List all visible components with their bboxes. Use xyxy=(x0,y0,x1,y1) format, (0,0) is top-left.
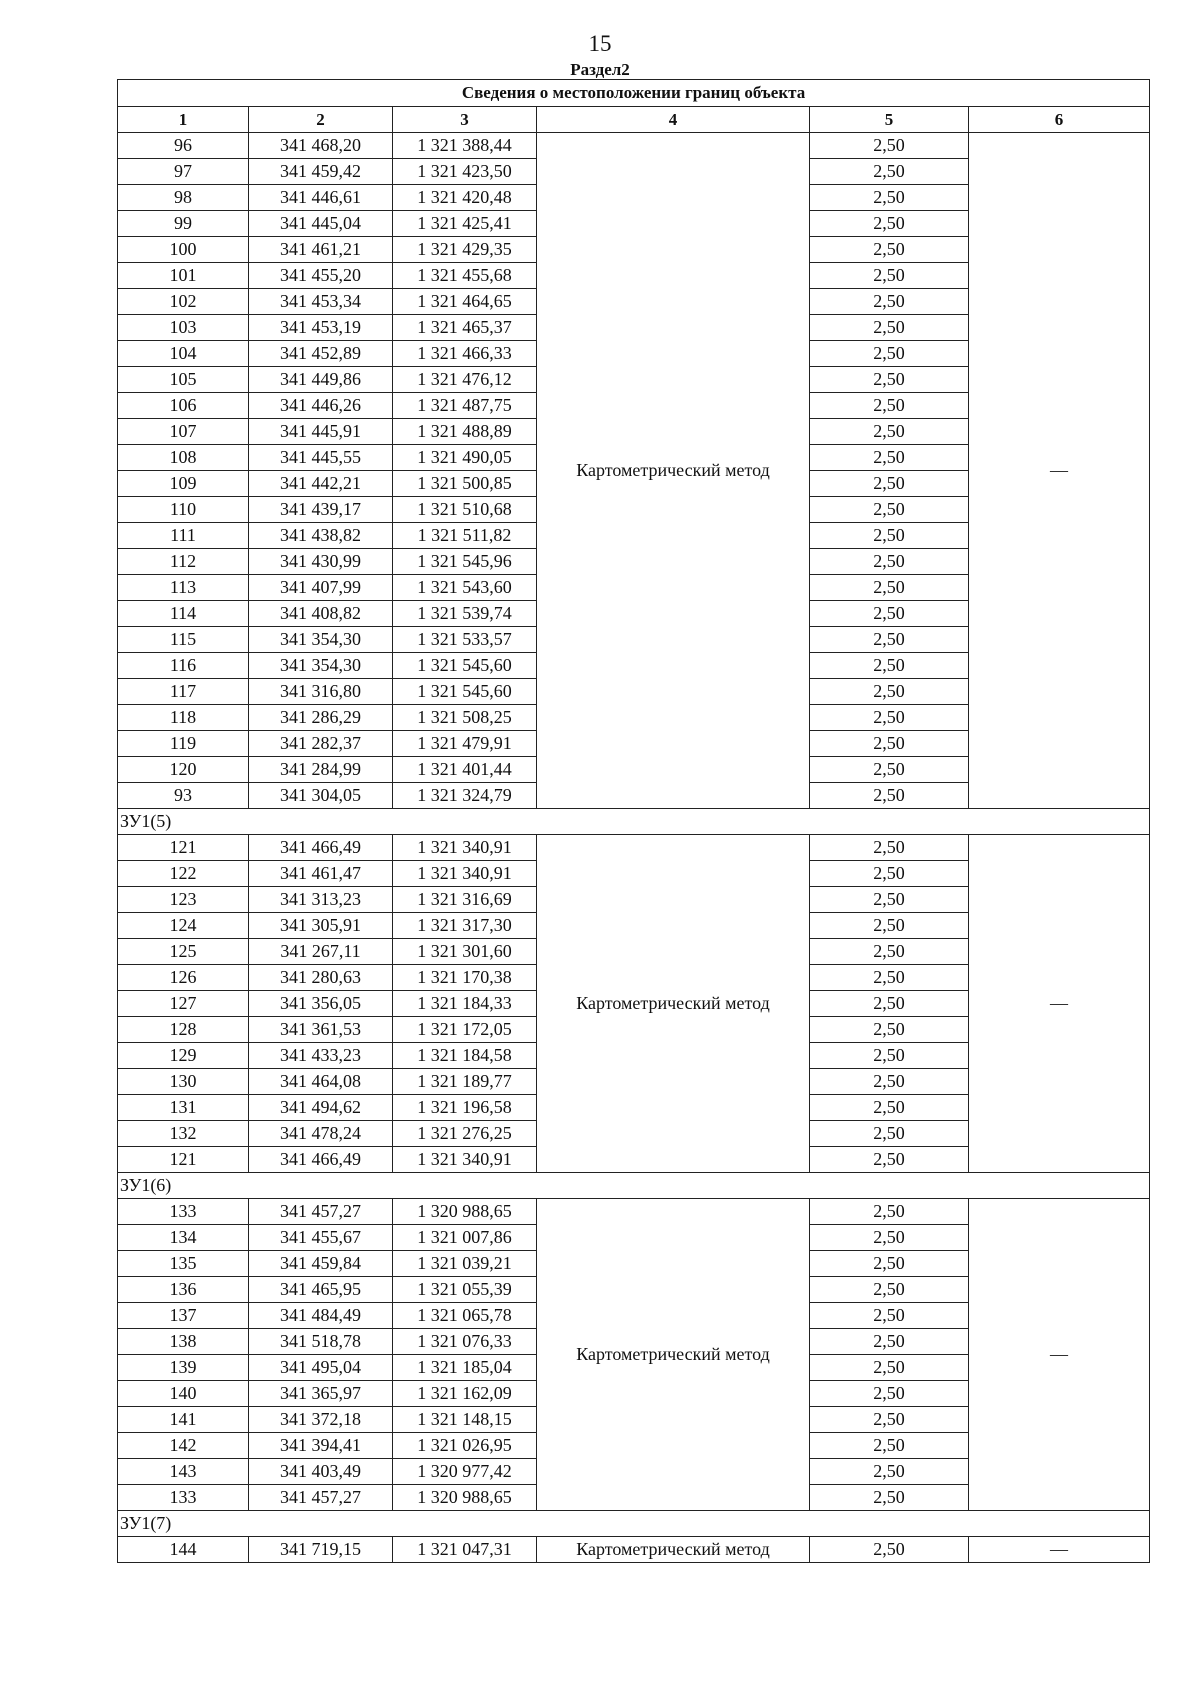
table-row xyxy=(118,1537,1150,1563)
x-coordinate-cell: 341 372,18 xyxy=(249,1407,393,1433)
group-label: ЗУ1(5) xyxy=(118,809,1150,835)
point-number-cell: 136 xyxy=(118,1277,249,1303)
y-coordinate-cell: 1 321 539,74 xyxy=(393,601,537,627)
point-number-cell: 127 xyxy=(118,991,249,1017)
y-coordinate-cell: 1 321 545,96 xyxy=(393,549,537,575)
y-coordinate-cell: 1 321 464,65 xyxy=(393,289,537,315)
point-number-cell: 134 xyxy=(118,1225,249,1251)
point-number-cell: 100 xyxy=(118,237,249,263)
y-coordinate-cell: 1 321 340,91 xyxy=(393,1147,537,1173)
y-coordinate-cell: 1 321 172,05 xyxy=(393,1017,537,1043)
precision-cell: 2,50 xyxy=(810,939,969,965)
point-number-cell: 117 xyxy=(118,679,249,705)
y-coordinate-cell: 1 321 533,57 xyxy=(393,627,537,653)
precision-cell: 2,50 xyxy=(810,757,969,783)
x-coordinate-cell: 341 466,49 xyxy=(249,835,393,861)
point-number-cell: 93 xyxy=(118,783,249,809)
precision-cell: 2,50 xyxy=(810,1355,969,1381)
precision-cell: 2,50 xyxy=(810,887,969,913)
precision-cell: 2,50 xyxy=(810,237,969,263)
y-coordinate-cell: 1 321 148,15 xyxy=(393,1407,537,1433)
point-number-cell: 140 xyxy=(118,1381,249,1407)
y-coordinate-cell: 1 321 500,85 xyxy=(393,471,537,497)
precision-cell: 2,50 xyxy=(810,1433,969,1459)
point-number-cell: 137 xyxy=(118,1303,249,1329)
precision-cell: 2,50 xyxy=(810,679,969,705)
table-caption: Сведения о местоположении границ объекта xyxy=(118,80,1150,107)
point-number-cell: 110 xyxy=(118,497,249,523)
y-coordinate-cell: 1 321 026,95 xyxy=(393,1433,537,1459)
point-number-cell: 128 xyxy=(118,1017,249,1043)
point-number-cell: 98 xyxy=(118,185,249,211)
precision-cell: 2,50 xyxy=(810,913,969,939)
x-coordinate-cell: 341 305,91 xyxy=(249,913,393,939)
x-coordinate-cell: 341 267,11 xyxy=(249,939,393,965)
point-number-cell: 141 xyxy=(118,1407,249,1433)
x-coordinate-cell: 341 403,49 xyxy=(249,1459,393,1485)
precision-cell: 2,50 xyxy=(810,1199,969,1225)
point-number-cell: 122 xyxy=(118,861,249,887)
x-coordinate-cell: 341 438,82 xyxy=(249,523,393,549)
precision-cell: 2,50 xyxy=(810,523,969,549)
precision-cell: 2,50 xyxy=(810,367,969,393)
precision-cell: 2,50 xyxy=(810,1095,969,1121)
page-number: 15 xyxy=(588,31,612,56)
precision-cell: 2,50 xyxy=(810,1017,969,1043)
x-coordinate-cell: 341 284,99 xyxy=(249,757,393,783)
precision-cell: 2,50 xyxy=(810,1303,969,1329)
precision-cell: 2,50 xyxy=(810,705,969,731)
x-coordinate-cell: 341 445,91 xyxy=(249,419,393,445)
x-coordinate-cell: 341 459,42 xyxy=(249,159,393,185)
table-body xyxy=(118,133,1150,1563)
group-label-row xyxy=(118,1511,1150,1537)
point-number-cell: 115 xyxy=(118,627,249,653)
y-coordinate-cell: 1 321 162,09 xyxy=(393,1381,537,1407)
description-cell: — xyxy=(969,133,1150,809)
x-coordinate-cell: 341 719,15 xyxy=(249,1537,393,1563)
precision-cell: 2,50 xyxy=(810,419,969,445)
precision-cell: 2,50 xyxy=(810,783,969,809)
point-number-cell: 109 xyxy=(118,471,249,497)
x-coordinate-cell: 341 442,21 xyxy=(249,471,393,497)
y-coordinate-cell: 1 321 076,33 xyxy=(393,1329,537,1355)
y-coordinate-cell: 1 321 490,05 xyxy=(393,445,537,471)
group-label-row xyxy=(118,809,1150,835)
y-coordinate-cell: 1 321 055,39 xyxy=(393,1277,537,1303)
y-coordinate-cell: 1 321 184,58 xyxy=(393,1043,537,1069)
precision-cell: 2,50 xyxy=(810,835,969,861)
precision-cell: 2,50 xyxy=(810,393,969,419)
y-coordinate-cell: 1 321 316,69 xyxy=(393,887,537,913)
column-header-2: 2 xyxy=(249,107,393,133)
group-label: ЗУ1(7) xyxy=(118,1511,1150,1537)
description-cell: — xyxy=(969,1537,1150,1563)
x-coordinate-cell: 341 494,62 xyxy=(249,1095,393,1121)
precision-cell: 2,50 xyxy=(810,315,969,341)
y-coordinate-cell: 1 321 065,78 xyxy=(393,1303,537,1329)
y-coordinate-cell: 1 321 479,91 xyxy=(393,731,537,757)
y-coordinate-cell: 1 321 007,86 xyxy=(393,1225,537,1251)
point-number-cell: 120 xyxy=(118,757,249,783)
method-cell: Картометрический метод xyxy=(537,133,810,809)
point-number-cell: 130 xyxy=(118,1069,249,1095)
precision-cell: 2,50 xyxy=(810,1147,969,1173)
point-number-cell: 105 xyxy=(118,367,249,393)
point-number-cell: 138 xyxy=(118,1329,249,1355)
y-coordinate-cell: 1 320 988,65 xyxy=(393,1485,537,1511)
precision-cell: 2,50 xyxy=(810,289,969,315)
x-coordinate-cell: 341 365,97 xyxy=(249,1381,393,1407)
point-number-cell: 119 xyxy=(118,731,249,757)
x-coordinate-cell: 341 316,80 xyxy=(249,679,393,705)
point-number-cell: 97 xyxy=(118,159,249,185)
precision-cell: 2,50 xyxy=(810,965,969,991)
precision-cell: 2,50 xyxy=(810,1043,969,1069)
x-coordinate-cell: 341 455,20 xyxy=(249,263,393,289)
y-coordinate-cell: 1 321 276,25 xyxy=(393,1121,537,1147)
x-coordinate-cell: 341 455,67 xyxy=(249,1225,393,1251)
point-number-cell: 125 xyxy=(118,939,249,965)
y-coordinate-cell: 1 321 487,75 xyxy=(393,393,537,419)
y-coordinate-cell: 1 321 476,12 xyxy=(393,367,537,393)
y-coordinate-cell: 1 321 420,48 xyxy=(393,185,537,211)
precision-cell: 2,50 xyxy=(810,1537,969,1563)
x-coordinate-cell: 341 459,84 xyxy=(249,1251,393,1277)
point-number-cell: 121 xyxy=(118,1147,249,1173)
precision-cell: 2,50 xyxy=(810,1407,969,1433)
precision-cell: 2,50 xyxy=(810,1459,969,1485)
column-header-3: 3 xyxy=(393,107,537,133)
method-cell: Картометрический метод xyxy=(537,1199,810,1511)
precision-cell: 2,50 xyxy=(810,1381,969,1407)
precision-cell: 2,50 xyxy=(810,601,969,627)
point-number-cell: 102 xyxy=(118,289,249,315)
x-coordinate-cell: 341 461,21 xyxy=(249,237,393,263)
column-header-6: 6 xyxy=(969,107,1150,133)
y-coordinate-cell: 1 320 977,42 xyxy=(393,1459,537,1485)
column-header-1: 1 xyxy=(118,107,249,133)
table-row xyxy=(118,1199,1150,1225)
y-coordinate-cell: 1 321 047,31 xyxy=(393,1537,537,1563)
x-coordinate-cell: 341 478,24 xyxy=(249,1121,393,1147)
point-number-cell: 107 xyxy=(118,419,249,445)
y-coordinate-cell: 1 321 340,91 xyxy=(393,861,537,887)
precision-cell: 2,50 xyxy=(810,471,969,497)
x-coordinate-cell: 341 407,99 xyxy=(249,575,393,601)
x-coordinate-cell: 341 457,27 xyxy=(249,1199,393,1225)
precision-cell: 2,50 xyxy=(810,1277,969,1303)
point-number-cell: 108 xyxy=(118,445,249,471)
precision-cell: 2,50 xyxy=(810,445,969,471)
x-coordinate-cell: 341 518,78 xyxy=(249,1329,393,1355)
x-coordinate-cell: 341 286,29 xyxy=(249,705,393,731)
x-coordinate-cell: 341 280,63 xyxy=(249,965,393,991)
description-cell: — xyxy=(969,835,1150,1173)
x-coordinate-cell: 341 439,17 xyxy=(249,497,393,523)
precision-cell: 2,50 xyxy=(810,1121,969,1147)
x-coordinate-cell: 341 453,34 xyxy=(249,289,393,315)
y-coordinate-cell: 1 321 425,41 xyxy=(393,211,537,237)
point-number-cell: 144 xyxy=(118,1537,249,1563)
precision-cell: 2,50 xyxy=(810,1251,969,1277)
point-number-cell: 131 xyxy=(118,1095,249,1121)
x-coordinate-cell: 341 408,82 xyxy=(249,601,393,627)
description-cell: — xyxy=(969,1199,1150,1511)
x-coordinate-cell: 341 430,99 xyxy=(249,549,393,575)
x-coordinate-cell: 341 446,61 xyxy=(249,185,393,211)
precision-cell: 2,50 xyxy=(810,653,969,679)
x-coordinate-cell: 341 452,89 xyxy=(249,341,393,367)
x-coordinate-cell: 341 464,08 xyxy=(249,1069,393,1095)
x-coordinate-cell: 341 313,23 xyxy=(249,887,393,913)
y-coordinate-cell: 1 321 508,25 xyxy=(393,705,537,731)
x-coordinate-cell: 341 445,04 xyxy=(249,211,393,237)
point-number-cell: 135 xyxy=(118,1251,249,1277)
precision-cell: 2,50 xyxy=(810,1485,969,1511)
point-number-cell: 116 xyxy=(118,653,249,679)
precision-cell: 2,50 xyxy=(810,627,969,653)
y-coordinate-cell: 1 321 545,60 xyxy=(393,653,537,679)
table-row xyxy=(118,835,1150,861)
x-coordinate-cell: 341 282,37 xyxy=(249,731,393,757)
x-coordinate-cell: 341 446,26 xyxy=(249,393,393,419)
point-number-cell: 129 xyxy=(118,1043,249,1069)
point-number-cell: 133 xyxy=(118,1485,249,1511)
point-number-cell: 124 xyxy=(118,913,249,939)
point-number-cell: 133 xyxy=(118,1199,249,1225)
y-coordinate-cell: 1 321 324,79 xyxy=(393,783,537,809)
y-coordinate-cell: 1 321 511,82 xyxy=(393,523,537,549)
y-coordinate-cell: 1 321 189,77 xyxy=(393,1069,537,1095)
precision-cell: 2,50 xyxy=(810,185,969,211)
x-coordinate-cell: 341 484,49 xyxy=(249,1303,393,1329)
y-coordinate-cell: 1 321 388,44 xyxy=(393,133,537,159)
x-coordinate-cell: 341 468,20 xyxy=(249,133,393,159)
x-coordinate-cell: 341 354,30 xyxy=(249,653,393,679)
point-number-cell: 99 xyxy=(118,211,249,237)
point-number-cell: 121 xyxy=(118,835,249,861)
y-coordinate-cell: 1 321 455,68 xyxy=(393,263,537,289)
x-coordinate-cell: 341 356,05 xyxy=(249,991,393,1017)
point-number-cell: 139 xyxy=(118,1355,249,1381)
group-label-row xyxy=(118,1173,1150,1199)
y-coordinate-cell: 1 321 545,60 xyxy=(393,679,537,705)
y-coordinate-cell: 1 321 510,68 xyxy=(393,497,537,523)
precision-cell: 2,50 xyxy=(810,211,969,237)
x-coordinate-cell: 341 495,04 xyxy=(249,1355,393,1381)
point-number-cell: 143 xyxy=(118,1459,249,1485)
column-header-4: 4 xyxy=(537,107,810,133)
y-coordinate-cell: 1 321 465,37 xyxy=(393,315,537,341)
precision-cell: 2,50 xyxy=(810,575,969,601)
x-coordinate-cell: 341 354,30 xyxy=(249,627,393,653)
x-coordinate-cell: 341 466,49 xyxy=(249,1147,393,1173)
column-header-5: 5 xyxy=(810,107,969,133)
y-coordinate-cell: 1 321 170,38 xyxy=(393,965,537,991)
point-number-cell: 123 xyxy=(118,887,249,913)
x-coordinate-cell: 341 461,47 xyxy=(249,861,393,887)
section-title: Раздел2 xyxy=(570,60,630,79)
x-coordinate-cell: 341 465,95 xyxy=(249,1277,393,1303)
y-coordinate-cell: 1 321 401,44 xyxy=(393,757,537,783)
y-coordinate-cell: 1 321 429,35 xyxy=(393,237,537,263)
x-coordinate-cell: 341 449,86 xyxy=(249,367,393,393)
y-coordinate-cell: 1 321 340,91 xyxy=(393,835,537,861)
x-coordinate-cell: 341 433,23 xyxy=(249,1043,393,1069)
precision-cell: 2,50 xyxy=(810,549,969,575)
y-coordinate-cell: 1 321 317,30 xyxy=(393,913,537,939)
point-number-cell: 114 xyxy=(118,601,249,627)
y-coordinate-cell: 1 321 301,60 xyxy=(393,939,537,965)
precision-cell: 2,50 xyxy=(810,159,969,185)
point-number-cell: 106 xyxy=(118,393,249,419)
point-number-cell: 112 xyxy=(118,549,249,575)
precision-cell: 2,50 xyxy=(810,263,969,289)
point-number-cell: 113 xyxy=(118,575,249,601)
precision-cell: 2,50 xyxy=(810,497,969,523)
y-coordinate-cell: 1 320 988,65 xyxy=(393,1199,537,1225)
precision-cell: 2,50 xyxy=(810,861,969,887)
point-number-cell: 118 xyxy=(118,705,249,731)
precision-cell: 2,50 xyxy=(810,133,969,159)
precision-cell: 2,50 xyxy=(810,991,969,1017)
y-coordinate-cell: 1 321 184,33 xyxy=(393,991,537,1017)
point-number-cell: 96 xyxy=(118,133,249,159)
precision-cell: 2,50 xyxy=(810,1069,969,1095)
table-row xyxy=(118,133,1150,159)
column-header-row xyxy=(118,107,1150,133)
y-coordinate-cell: 1 321 196,58 xyxy=(393,1095,537,1121)
point-number-cell: 104 xyxy=(118,341,249,367)
x-coordinate-cell: 341 453,19 xyxy=(249,315,393,341)
method-cell: Картометрический метод xyxy=(537,1537,810,1563)
precision-cell: 2,50 xyxy=(810,341,969,367)
x-coordinate-cell: 341 361,53 xyxy=(249,1017,393,1043)
boundary-coordinates-table xyxy=(117,79,1150,1563)
precision-cell: 2,50 xyxy=(810,1329,969,1355)
y-coordinate-cell: 1 321 039,21 xyxy=(393,1251,537,1277)
group-label: ЗУ1(6) xyxy=(118,1173,1150,1199)
x-coordinate-cell: 341 304,05 xyxy=(249,783,393,809)
precision-cell: 2,50 xyxy=(810,731,969,757)
point-number-cell: 132 xyxy=(118,1121,249,1147)
x-coordinate-cell: 341 445,55 xyxy=(249,445,393,471)
point-number-cell: 126 xyxy=(118,965,249,991)
y-coordinate-cell: 1 321 185,04 xyxy=(393,1355,537,1381)
y-coordinate-cell: 1 321 466,33 xyxy=(393,341,537,367)
method-cell: Картометрический метод xyxy=(537,835,810,1173)
y-coordinate-cell: 1 321 488,89 xyxy=(393,419,537,445)
point-number-cell: 142 xyxy=(118,1433,249,1459)
point-number-cell: 103 xyxy=(118,315,249,341)
precision-cell: 2,50 xyxy=(810,1225,969,1251)
y-coordinate-cell: 1 321 543,60 xyxy=(393,575,537,601)
y-coordinate-cell: 1 321 423,50 xyxy=(393,159,537,185)
point-number-cell: 111 xyxy=(118,523,249,549)
x-coordinate-cell: 341 394,41 xyxy=(249,1433,393,1459)
x-coordinate-cell: 341 457,27 xyxy=(249,1485,393,1511)
point-number-cell: 101 xyxy=(118,263,249,289)
